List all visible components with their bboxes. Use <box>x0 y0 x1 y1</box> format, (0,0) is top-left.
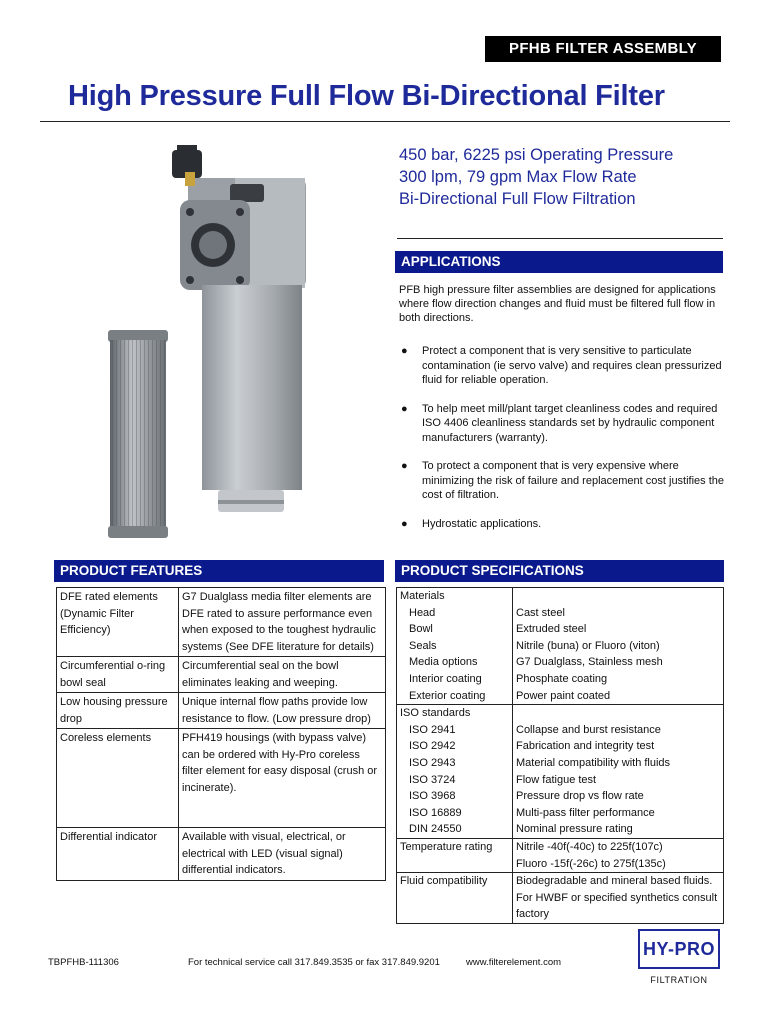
logo-subtitle: FILTRATION <box>650 975 708 985</box>
applications-heading: APPLICATIONS <box>395 251 723 273</box>
table-row: Temperature rating Nitrile -40f(-40c) to 225f(107c) <box>397 838 724 855</box>
applications-list <box>399 344 729 545</box>
page-title: High Pressure Full Flow Bi-Directional Filter <box>68 80 665 112</box>
contact-info: For technical service call 317.849.3535 or fax 317.849.9201 <box>188 957 440 968</box>
table-row: ISO standards <box>397 705 724 722</box>
table-row: Interior coating Phosphate coating <box>397 671 724 688</box>
table-row: Fluoro -15f(-26c) to 275f(135c) <box>397 856 724 873</box>
list-item: ● To protect a component that is very expensive where minimizing the risk of failure and replacement cost justifies the cost of filtration. <box>401 460 725 501</box>
pressure-spec: 450 bar, 6225 psi Operating Pressure <box>399 146 674 164</box>
table-row: Media options G7 Dualglass, Stainless mesh <box>397 654 724 671</box>
flow-spec: 300 lpm, 79 gpm Max Flow Rate <box>399 168 637 186</box>
table-row: Materials <box>397 588 724 605</box>
table-row: Seals Nitrile (buna) or Fluoro (viton) <box>397 638 724 655</box>
features-heading: PRODUCT FEATURES <box>54 560 384 582</box>
table-row: DFE rated elements (Dynamic Filter Efficiency) G7 Dualglass media filter elements are DFE rated to assure performance even when exposed to the toughest hydraulic systems (See DFE literature for details) <box>57 588 386 657</box>
specs-divider <box>397 238 723 239</box>
table-row: ISO 3724 Flow fatigue test <box>397 772 724 789</box>
table-row: ISO 2942 Fabrication and integrity test <box>397 738 724 755</box>
specifications-table <box>396 587 724 924</box>
table-row: ISO 3968 Pressure drop vs flow rate <box>397 788 724 805</box>
table-row: Bowl Extruded steel <box>397 621 724 638</box>
table-row: Coreless elements PFH419 housings (with bypass valve) can be ordered with Hy-Pro coreless filter element for easy disposal (crush or incinerate). <box>57 729 386 828</box>
filtration-spec: Bi-Directional Full Flow Filtration <box>399 190 636 208</box>
table-row: Fluid compatibility Biodegradable and mineral based fluids. For HWBF or specified synthetics consult factory <box>397 873 724 924</box>
table-row: Low housing pressure drop Unique internal flow paths provide low resistance to flow. (Low pressure drop) <box>57 693 386 729</box>
headline-specs <box>399 144 729 210</box>
list-item: ● Hydrostatic applications. <box>401 517 542 530</box>
assembly-tag: PFHB FILTER ASSEMBLY <box>485 36 721 62</box>
list-item: ● To help meet mill/plant target cleanliness codes and required ISO 4406 cleanliness standards set by hydraulic component manufacturers (warranty). <box>401 402 718 444</box>
website-link[interactable]: www.filterelement.com <box>466 957 562 968</box>
document-code: TBPFHB-111306 <box>48 957 119 968</box>
hypro-logo: HY-PRO <box>638 929 720 969</box>
table-row: Differential indicator Available with visual, electrical, or electrical with LED (visual signal) differential indicators. <box>57 828 386 881</box>
table-row: DIN 24550 Nominal pressure rating <box>397 821 724 838</box>
table-row: ISO 2943 Material compatibility with fluids <box>397 755 724 772</box>
applications-intro: PFB high pressure filter assemblies are designed for applications where flow direction changes and fluid must be filtered full flow in both directions. <box>399 284 716 324</box>
features-table <box>56 587 386 881</box>
table-row: Circumferential o-ring bowl seal Circumferential seal on the bowl eliminates leaking and weeping. <box>57 657 386 693</box>
filter-bowl <box>202 285 302 490</box>
table-row: ISO 2941 Collapse and burst resistance <box>397 722 724 739</box>
table-row: ISO 16889 Multi-pass filter performance <box>397 805 724 822</box>
table-row: Exterior coating Power paint coated <box>397 688 724 705</box>
filter-product-image <box>100 140 390 540</box>
specifications-heading: PRODUCT SPECIFICATIONS <box>395 560 724 582</box>
table-row: Head Cast steel <box>397 605 724 622</box>
title-divider <box>40 121 730 122</box>
list-item: ● Protect a component that is very sensitive to particulate contamination (ie servo valve) and requires clean pressurized fluid for reliable operation. <box>401 345 722 386</box>
